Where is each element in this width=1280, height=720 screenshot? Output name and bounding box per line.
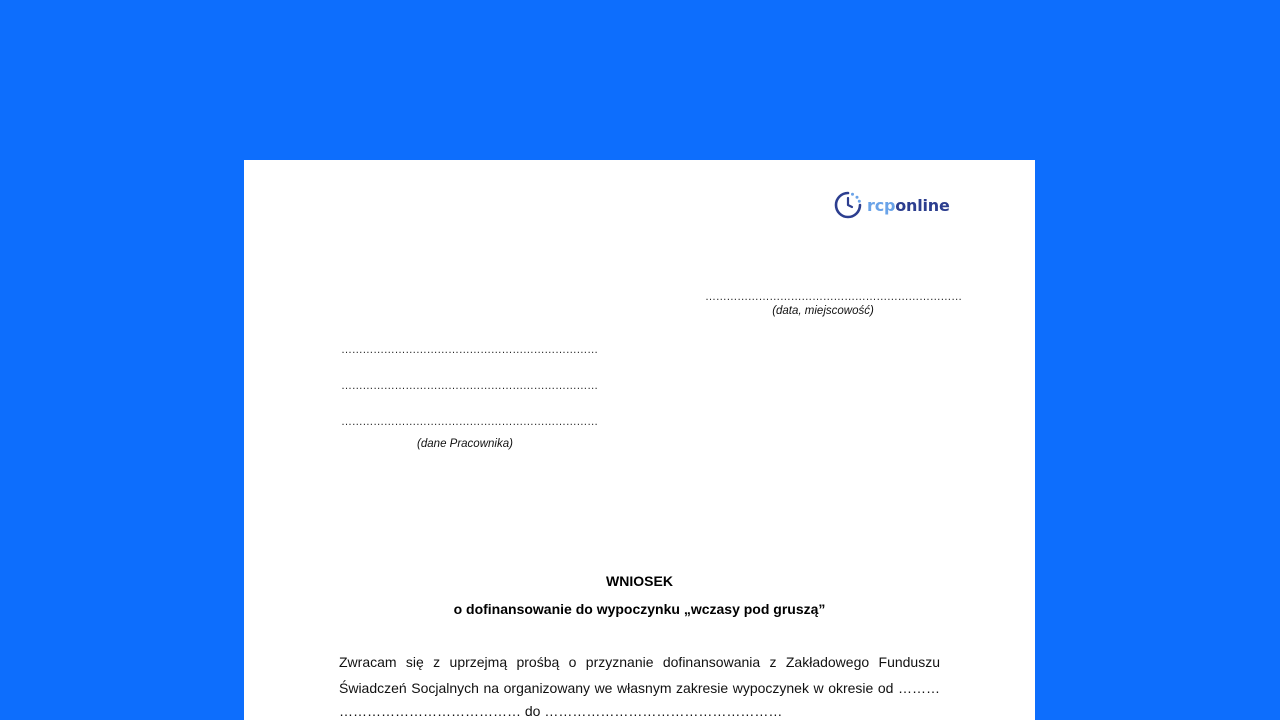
document-title: WNIOSEK: [606, 573, 673, 589]
employee-field-line-2: ………………………………………………………………: [341, 380, 598, 392]
document-page: [244, 160, 1035, 720]
employee-field-line-3: ………………………………………………………………: [341, 416, 598, 428]
document-subtitle: o dofinansowanie do wypoczynku „wczasy pod gruszą”: [453, 601, 826, 617]
rcponline-logo: [833, 191, 950, 219]
logo-text-online: online: [895, 195, 950, 215]
date-place-caption: (data, miejscowość): [772, 305, 874, 317]
employee-data-caption: (dane Pracownika): [417, 438, 513, 450]
clock-icon: [833, 190, 863, 220]
request-paragraph: Zwracam się z uprzejmą prośbą o przyznanie dofinansowania z Zakładowego Funduszu Świadczeń Socjalnych na organizowany we własnym zakresie wypoczynek w okresie od ………: [339, 654, 940, 696]
employee-field-line-1: ………………………………………………………………: [341, 344, 598, 356]
request-date-range-line: ………………………………… do ……………………………………………: [339, 703, 783, 719]
logo-text-rcp: rcp: [867, 195, 896, 215]
date-place-field: ………………………………………………………………: [705, 291, 962, 303]
logo-wordmark: [867, 196, 950, 215]
